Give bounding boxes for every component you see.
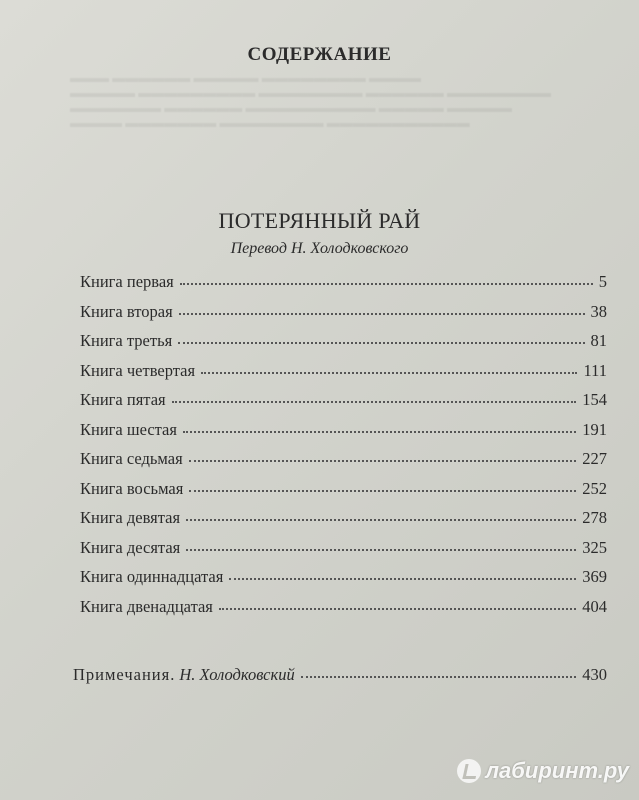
toc-entry [80, 302, 607, 332]
labirint-logo-icon [457, 759, 481, 783]
bleed-through-text: ▬▬▬ ▬▬▬▬▬▬ ▬▬▬▬▬ ▬▬▬▬▬▬▬▬ ▬▬▬▬ ▬▬▬▬▬ ▬▬▬▬▬▬▬▬▬ ▬▬▬▬▬▬▬▬ ▬▬▬▬▬▬ ▬▬▬▬▬▬▬▬ ▬▬▬▬▬▬▬ ▬▬▬▬▬▬ ▬▬▬▬▬▬▬▬▬▬ ▬▬▬▬▬ ▬▬▬▬▬ ▬▬▬▬ ▬▬▬▬▬▬▬ ▬▬▬▬▬▬▬▬ ▬▬▬▬▬▬▬▬▬▬▬ [70, 70, 551, 130]
dot-leader [189, 459, 577, 462]
watermark-text: лабиринт.ру [485, 758, 629, 783]
toc-entry-label: Книга двенадцатая [80, 596, 213, 616]
toc-entry-label: Книга восьмая [80, 478, 184, 498]
toc-entry-page: 191 [582, 419, 607, 439]
table-of-contents [80, 272, 607, 626]
toc-entry-page: 252 [582, 478, 607, 498]
dot-leader [219, 607, 576, 610]
dot-leader [229, 577, 576, 580]
toc-entry [80, 272, 607, 302]
section-subtitle: Перевод Н. Холодковского [230, 240, 409, 257]
toc-entry [80, 597, 607, 627]
dot-leader [183, 430, 576, 433]
toc-entry [80, 420, 607, 450]
toc-entry-label: Книга вторая [80, 301, 173, 321]
dot-leader [189, 489, 576, 492]
dot-leader [172, 400, 577, 403]
toc-entry [80, 479, 607, 509]
notes-label: Примечания. [73, 665, 176, 684]
toc-entry-label: Книга четвертая [80, 360, 196, 380]
site-watermark [457, 758, 629, 784]
toc-entry [80, 508, 607, 538]
toc-entry-label: Книга девятая [80, 508, 181, 527]
toc-entry-label: Книга седьмая [80, 449, 183, 468]
toc-entry-page: 81 [590, 331, 607, 350]
toc-entry-page: 325 [582, 537, 607, 557]
toc-entry-page: 5 [598, 272, 607, 291]
toc-entry-label: Книга шестая [80, 419, 177, 439]
toc-entry [80, 567, 607, 597]
toc-entry-label: Книга одиннадцатая [80, 567, 224, 586]
dot-leader [301, 675, 577, 678]
toc-entry [80, 361, 607, 391]
toc-entry-label: Книга десятая [80, 537, 181, 557]
toc-notes-entry [73, 665, 607, 685]
dot-leader [186, 548, 576, 551]
toc-entry-page: 278 [582, 508, 607, 527]
dot-leader [179, 312, 585, 315]
toc-entry-page: 369 [582, 567, 607, 586]
dot-leader [201, 371, 577, 374]
toc-entry-label: Книга пятая [80, 390, 166, 409]
toc-entry-page: 404 [582, 596, 607, 616]
toc-entry-label: Книга первая [80, 272, 174, 291]
notes-author: Н. Холодковский [179, 665, 295, 684]
toc-entry-page: 111 [583, 360, 607, 380]
dot-leader [186, 518, 576, 521]
section-title: ПОТЕРЯННЫЙ РАЙ [218, 208, 421, 233]
dot-leader [180, 282, 593, 285]
toc-entry [80, 390, 607, 420]
notes-page: 430 [582, 665, 607, 684]
toc-entry [80, 331, 607, 361]
toc-entry-label: Книга третья [80, 331, 173, 350]
toc-entry [80, 538, 607, 568]
page-heading: СОДЕРЖАНИЕ [247, 44, 392, 65]
toc-entry-page: 227 [582, 449, 607, 468]
dot-leader [178, 341, 584, 344]
toc-entry-page: 38 [590, 301, 607, 321]
toc-entry-page: 154 [582, 390, 607, 409]
toc-entry [80, 449, 607, 479]
